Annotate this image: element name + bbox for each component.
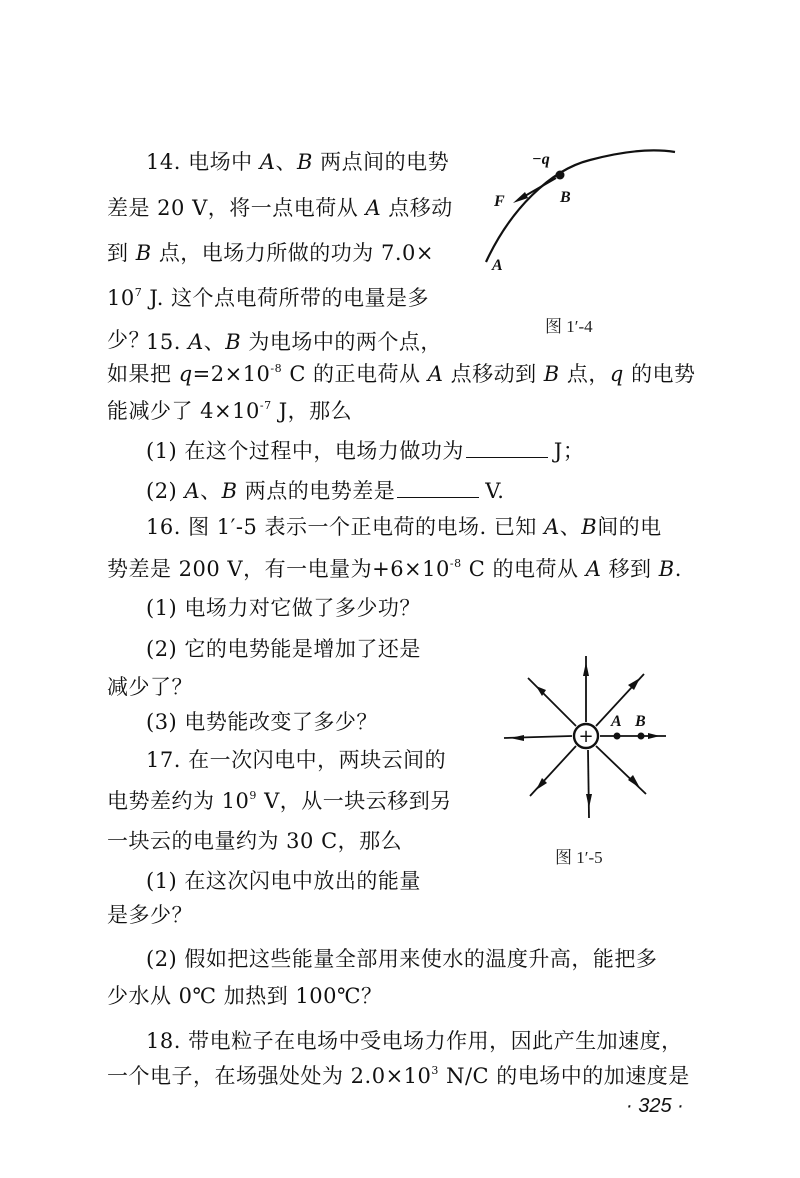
p14-line-5 bbox=[107, 326, 150, 354]
text: V. bbox=[485, 479, 505, 503]
text: 两点间的电势 bbox=[320, 150, 450, 174]
var-a: A bbox=[585, 557, 602, 581]
text: 少？ bbox=[107, 328, 150, 352]
label-a: A bbox=[492, 257, 503, 274]
p17-line-2 bbox=[107, 787, 452, 815]
p15-line-3 bbox=[107, 397, 352, 425]
var-b: B bbox=[658, 557, 675, 581]
var-q: q bbox=[178, 362, 193, 386]
var-a: A bbox=[427, 362, 444, 386]
text: 点，电场力所做的功为 7.0× bbox=[158, 241, 434, 265]
exponent: 3 bbox=[431, 1064, 439, 1077]
text: C 的电荷从 bbox=[461, 557, 579, 581]
p14-line-1 bbox=[146, 148, 449, 176]
p17-sub-1-cont bbox=[107, 901, 193, 929]
text: 间的电 bbox=[597, 515, 662, 539]
text: (2) 假如把这些能量全部用来使水的温度升高，能把多 bbox=[146, 947, 658, 971]
text: 两点的电势差是 bbox=[244, 479, 396, 503]
text: 、 bbox=[203, 330, 226, 354]
label-b: B bbox=[560, 189, 571, 206]
field-line-curve bbox=[486, 150, 675, 262]
text: 移到 bbox=[608, 557, 652, 581]
p16-line-1 bbox=[146, 513, 662, 541]
text: 减少了？ bbox=[107, 675, 193, 699]
text: (1) 在这次闪电中放出的能量 bbox=[146, 869, 421, 893]
text: =2×10 bbox=[192, 362, 271, 386]
p15-sub-1 bbox=[146, 437, 584, 465]
var-b: B bbox=[296, 150, 313, 174]
p14-line-4 bbox=[107, 284, 429, 312]
text: (2) 它的电势能是增加了还是 bbox=[146, 637, 421, 661]
point-b-dot bbox=[638, 733, 645, 740]
problem-number: 16. bbox=[146, 515, 181, 539]
text: 点， bbox=[566, 362, 610, 386]
point-a-dot bbox=[614, 733, 621, 740]
text: . bbox=[674, 557, 682, 581]
var-b: B bbox=[221, 479, 238, 503]
p15-line-2 bbox=[107, 360, 696, 388]
p16-sub-1 bbox=[146, 594, 421, 622]
exponent: -7 bbox=[259, 399, 272, 412]
label-a: A bbox=[611, 713, 622, 730]
problem-number: 15. bbox=[146, 330, 181, 354]
p18-line-1 bbox=[146, 1027, 683, 1055]
page-number: · 325 · bbox=[626, 1095, 684, 1117]
text: J. 这个点电荷所带的电量是多 bbox=[142, 286, 430, 310]
p17-sub-2 bbox=[146, 945, 657, 973]
var-b: B bbox=[135, 241, 152, 265]
figure-caption-1-5: 图 1′-5 bbox=[555, 848, 603, 867]
answer-blank-work[interactable] bbox=[466, 439, 548, 458]
p17-sub-2-cont bbox=[107, 982, 382, 1010]
text: 电势差约为 10 bbox=[107, 789, 250, 813]
p18-line-2 bbox=[107, 1062, 690, 1090]
p17-sub-1 bbox=[146, 867, 421, 895]
var-b: B bbox=[543, 362, 560, 386]
text: 、 bbox=[275, 150, 297, 174]
text: 的电势 bbox=[631, 362, 696, 386]
exponent: 9 bbox=[249, 789, 257, 802]
text: 、 bbox=[200, 479, 222, 503]
text: 为电场中的两个点， bbox=[248, 330, 442, 354]
text: 一个电子，在场强处处为 2.0×10 bbox=[107, 1064, 432, 1088]
text: 18. 带电粒子在电场中受电场力作用，因此产生加速度， bbox=[146, 1029, 683, 1053]
text: V，从一块云移到另 bbox=[256, 789, 452, 813]
p14-line-2 bbox=[107, 194, 453, 222]
text: N/C 的电场中的加速度是 bbox=[438, 1064, 690, 1088]
text: 、 bbox=[559, 515, 582, 539]
p17-line-3 bbox=[107, 827, 402, 855]
var-q: q bbox=[609, 362, 624, 386]
label-minus-q: −q bbox=[532, 151, 550, 168]
p16-sub-2-cont bbox=[107, 673, 193, 701]
exponent: 7 bbox=[134, 286, 143, 299]
var-a: A bbox=[188, 330, 204, 354]
var-a: A bbox=[259, 150, 276, 174]
text: 点移动到 bbox=[450, 362, 537, 386]
answer-blank-voltage[interactable] bbox=[397, 479, 479, 498]
text: 差是 20 V，将一点电荷从 bbox=[107, 196, 359, 220]
text: 10 bbox=[107, 286, 135, 310]
figure-caption-1-4: 图 1′-4 bbox=[545, 317, 593, 336]
text: 少水从 0℃ 加热到 100℃？ bbox=[107, 984, 383, 1008]
text: 如果把 bbox=[107, 362, 172, 386]
var-a: A bbox=[544, 515, 560, 539]
figure-1-5 bbox=[490, 640, 690, 840]
text: 能减少了 4×10 bbox=[107, 399, 260, 423]
text: 点移动 bbox=[388, 196, 453, 220]
text: 17. 在一次闪电中，两块云间的 bbox=[146, 748, 447, 772]
var-a: A bbox=[365, 196, 382, 220]
var-b: B bbox=[225, 330, 242, 354]
exponent: -8 bbox=[270, 362, 283, 375]
text: 势差是 200 V，有一电量为+6×10 bbox=[107, 557, 450, 581]
text: (1) 在这个过程中，电场力做功为 bbox=[146, 439, 464, 463]
text: C 的正电荷从 bbox=[282, 362, 421, 386]
text: 图 1′-5 表示一个正电荷的电场. 已知 bbox=[188, 515, 537, 539]
p16-sub-3 bbox=[146, 708, 378, 736]
text: 到 bbox=[107, 241, 129, 265]
exponent: -8 bbox=[449, 557, 462, 570]
p16-sub-2 bbox=[146, 635, 421, 663]
text: (1) 电场力对它做了多少功？ bbox=[146, 596, 421, 620]
text: 是多少？ bbox=[107, 903, 193, 927]
text: (3) 电势能改变了多少？ bbox=[146, 710, 378, 734]
text: (2) bbox=[146, 479, 178, 503]
p14-line-3 bbox=[107, 239, 434, 267]
p15-line-1b bbox=[146, 328, 442, 356]
label-b: B bbox=[635, 713, 646, 730]
charge-point-b bbox=[556, 171, 565, 180]
p16-line-2 bbox=[107, 555, 682, 583]
problem-number: 14. bbox=[146, 150, 181, 174]
label-f: F bbox=[494, 193, 505, 210]
text: 电场中 bbox=[188, 150, 253, 174]
var-a: A bbox=[184, 479, 201, 503]
text: J，那么 bbox=[271, 399, 353, 423]
p17-line-1 bbox=[146, 746, 446, 774]
text: J； bbox=[553, 439, 585, 463]
var-b: B bbox=[581, 515, 598, 539]
text: 一块云的电量约为 30 C，那么 bbox=[107, 829, 403, 853]
p15-sub-2 bbox=[146, 477, 504, 505]
plus-sign: + bbox=[578, 726, 594, 747]
